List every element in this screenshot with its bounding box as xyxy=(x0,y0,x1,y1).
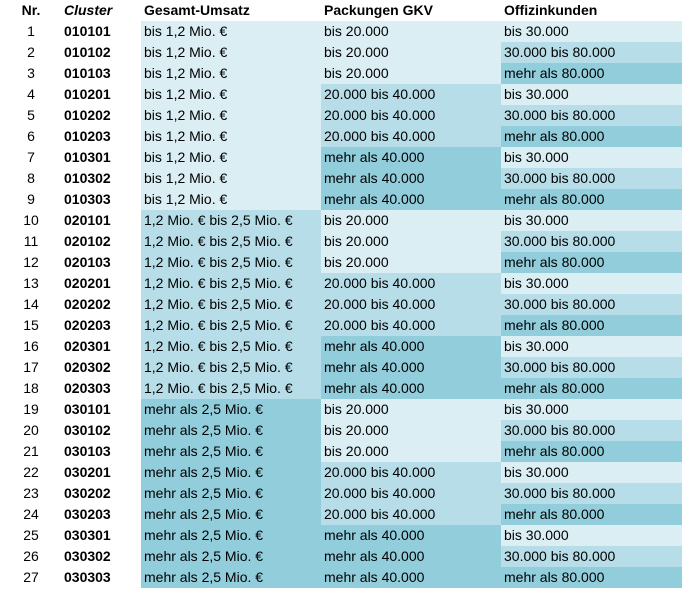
row-cluster: 020101 xyxy=(61,210,141,231)
row-gesamt-umsatz: 1,2 Mio. € bis 2,5 Mio. € xyxy=(141,378,321,399)
row-packungen-gkv: 20.000 bis 40.000 xyxy=(321,84,501,105)
row-packungen-gkv: 20.000 bis 40.000 xyxy=(321,483,501,504)
table-row xyxy=(1,147,682,168)
row-offizinkunden: 30.000 bis 80.000 xyxy=(501,420,682,441)
row-gesamt-umsatz: mehr als 2,5 Mio. € xyxy=(141,483,321,504)
header-nr: Nr. xyxy=(1,0,61,21)
row-cluster: 030203 xyxy=(61,504,141,525)
table-row xyxy=(1,168,682,189)
row-cluster: 010202 xyxy=(61,105,141,126)
row-offizinkunden: bis 30.000 xyxy=(501,273,682,294)
row-cluster: 010302 xyxy=(61,168,141,189)
row-nr: 1 xyxy=(1,21,61,42)
row-offizinkunden: 30.000 bis 80.000 xyxy=(501,231,682,252)
row-nr: 9 xyxy=(1,189,61,210)
row-cluster: 010203 xyxy=(61,126,141,147)
row-nr: 8 xyxy=(1,168,61,189)
table-row xyxy=(1,21,682,42)
table-row xyxy=(1,462,682,483)
row-cluster: 010303 xyxy=(61,189,141,210)
row-gesamt-umsatz: bis 1,2 Mio. € xyxy=(141,147,321,168)
row-nr: 7 xyxy=(1,147,61,168)
row-offizinkunden: bis 30.000 xyxy=(501,21,682,42)
row-cluster: 020203 xyxy=(61,315,141,336)
row-gesamt-umsatz: 1,2 Mio. € bis 2,5 Mio. € xyxy=(141,231,321,252)
row-offizinkunden: 30.000 bis 80.000 xyxy=(501,105,682,126)
row-packungen-gkv: bis 20.000 xyxy=(321,42,501,63)
row-offizinkunden: mehr als 80.000 xyxy=(501,189,682,210)
row-offizinkunden: bis 30.000 xyxy=(501,525,682,546)
table-row xyxy=(1,483,682,504)
row-gesamt-umsatz: mehr als 2,5 Mio. € xyxy=(141,399,321,420)
row-gesamt-umsatz: bis 1,2 Mio. € xyxy=(141,168,321,189)
row-packungen-gkv: mehr als 40.000 xyxy=(321,525,501,546)
table-row xyxy=(1,189,682,210)
row-offizinkunden: mehr als 80.000 xyxy=(501,378,682,399)
table-row xyxy=(1,567,682,588)
row-nr: 21 xyxy=(1,441,61,462)
row-gesamt-umsatz: bis 1,2 Mio. € xyxy=(141,189,321,210)
row-nr: 13 xyxy=(1,273,61,294)
table-row xyxy=(1,399,682,420)
table-row xyxy=(1,252,682,273)
row-nr: 17 xyxy=(1,357,61,378)
table-row xyxy=(1,63,682,84)
row-nr: 4 xyxy=(1,84,61,105)
row-cluster: 030301 xyxy=(61,525,141,546)
row-cluster: 030202 xyxy=(61,483,141,504)
row-cluster: 020303 xyxy=(61,378,141,399)
table-row xyxy=(1,357,682,378)
row-nr: 6 xyxy=(1,126,61,147)
header-gesamt-umsatz: Gesamt-Umsatz xyxy=(141,0,321,21)
row-nr: 24 xyxy=(1,504,61,525)
row-packungen-gkv: bis 20.000 xyxy=(321,399,501,420)
row-gesamt-umsatz: bis 1,2 Mio. € xyxy=(141,84,321,105)
row-gesamt-umsatz: mehr als 2,5 Mio. € xyxy=(141,546,321,567)
row-offizinkunden: bis 30.000 xyxy=(501,399,682,420)
header-offizinkunden: Offizinkunden xyxy=(501,0,682,21)
row-packungen-gkv: bis 20.000 xyxy=(321,210,501,231)
row-nr: 11 xyxy=(1,231,61,252)
row-nr: 16 xyxy=(1,336,61,357)
row-packungen-gkv: bis 20.000 xyxy=(321,441,501,462)
row-cluster: 010102 xyxy=(61,42,141,63)
row-offizinkunden: mehr als 80.000 xyxy=(501,63,682,84)
row-packungen-gkv: mehr als 40.000 xyxy=(321,357,501,378)
table-row xyxy=(1,441,682,462)
row-gesamt-umsatz: mehr als 2,5 Mio. € xyxy=(141,441,321,462)
table-row xyxy=(1,273,682,294)
row-offizinkunden: 30.000 bis 80.000 xyxy=(501,294,682,315)
row-packungen-gkv: mehr als 40.000 xyxy=(321,567,501,588)
row-nr: 5 xyxy=(1,105,61,126)
row-nr: 23 xyxy=(1,483,61,504)
row-offizinkunden: bis 30.000 xyxy=(501,210,682,231)
row-packungen-gkv: mehr als 40.000 xyxy=(321,546,501,567)
row-gesamt-umsatz: 1,2 Mio. € bis 2,5 Mio. € xyxy=(141,357,321,378)
row-packungen-gkv: 20.000 bis 40.000 xyxy=(321,105,501,126)
row-nr: 15 xyxy=(1,315,61,336)
row-packungen-gkv: bis 20.000 xyxy=(321,231,501,252)
row-gesamt-umsatz: mehr als 2,5 Mio. € xyxy=(141,525,321,546)
row-offizinkunden: 30.000 bis 80.000 xyxy=(501,168,682,189)
row-packungen-gkv: bis 20.000 xyxy=(321,252,501,273)
row-offizinkunden: bis 30.000 xyxy=(501,336,682,357)
row-packungen-gkv: 20.000 bis 40.000 xyxy=(321,273,501,294)
row-nr: 19 xyxy=(1,399,61,420)
table-row xyxy=(1,126,682,147)
row-packungen-gkv: 20.000 bis 40.000 xyxy=(321,126,501,147)
row-offizinkunden: 30.000 bis 80.000 xyxy=(501,483,682,504)
row-packungen-gkv: bis 20.000 xyxy=(321,21,501,42)
row-cluster: 020201 xyxy=(61,273,141,294)
row-offizinkunden: 30.000 bis 80.000 xyxy=(501,42,682,63)
row-cluster: 020102 xyxy=(61,231,141,252)
row-offizinkunden: 30.000 bis 80.000 xyxy=(501,357,682,378)
row-cluster: 010201 xyxy=(61,84,141,105)
row-cluster: 030102 xyxy=(61,420,141,441)
row-nr: 26 xyxy=(1,546,61,567)
row-packungen-gkv: 20.000 bis 40.000 xyxy=(321,504,501,525)
row-gesamt-umsatz: 1,2 Mio. € bis 2,5 Mio. € xyxy=(141,315,321,336)
row-offizinkunden: mehr als 80.000 xyxy=(501,126,682,147)
row-nr: 20 xyxy=(1,420,61,441)
row-nr: 3 xyxy=(1,63,61,84)
row-cluster: 010103 xyxy=(61,63,141,84)
row-cluster: 020302 xyxy=(61,357,141,378)
table-row xyxy=(1,504,682,525)
table-row xyxy=(1,420,682,441)
row-offizinkunden: bis 30.000 xyxy=(501,462,682,483)
row-packungen-gkv: 20.000 bis 40.000 xyxy=(321,294,501,315)
row-cluster: 030302 xyxy=(61,546,141,567)
row-cluster: 030101 xyxy=(61,399,141,420)
row-gesamt-umsatz: 1,2 Mio. € bis 2,5 Mio. € xyxy=(141,252,321,273)
row-offizinkunden: mehr als 80.000 xyxy=(501,252,682,273)
row-cluster: 020301 xyxy=(61,336,141,357)
table-body xyxy=(1,21,682,588)
table-row xyxy=(1,525,682,546)
table-row xyxy=(1,42,682,63)
row-cluster: 030103 xyxy=(61,441,141,462)
table-row xyxy=(1,546,682,567)
row-gesamt-umsatz: bis 1,2 Mio. € xyxy=(141,63,321,84)
row-offizinkunden: mehr als 80.000 xyxy=(501,504,682,525)
row-nr: 12 xyxy=(1,252,61,273)
row-gesamt-umsatz: bis 1,2 Mio. € xyxy=(141,42,321,63)
row-gesamt-umsatz: 1,2 Mio. € bis 2,5 Mio. € xyxy=(141,294,321,315)
row-packungen-gkv: mehr als 40.000 xyxy=(321,378,501,399)
row-offizinkunden: mehr als 80.000 xyxy=(501,567,682,588)
row-gesamt-umsatz: mehr als 2,5 Mio. € xyxy=(141,567,321,588)
header-cluster: Cluster xyxy=(61,0,141,21)
row-nr: 10 xyxy=(1,210,61,231)
row-nr: 22 xyxy=(1,462,61,483)
row-gesamt-umsatz: 1,2 Mio. € bis 2,5 Mio. € xyxy=(141,210,321,231)
table-row xyxy=(1,378,682,399)
row-gesamt-umsatz: bis 1,2 Mio. € xyxy=(141,126,321,147)
row-cluster: 010101 xyxy=(61,21,141,42)
row-packungen-gkv: 20.000 bis 40.000 xyxy=(321,462,501,483)
row-packungen-gkv: mehr als 40.000 xyxy=(321,189,501,210)
row-gesamt-umsatz: bis 1,2 Mio. € xyxy=(141,105,321,126)
row-nr: 25 xyxy=(1,525,61,546)
cluster-table xyxy=(1,0,682,588)
row-gesamt-umsatz: bis 1,2 Mio. € xyxy=(141,21,321,42)
row-nr: 2 xyxy=(1,42,61,63)
row-nr: 27 xyxy=(1,567,61,588)
row-cluster: 020202 xyxy=(61,294,141,315)
row-cluster: 030201 xyxy=(61,462,141,483)
row-gesamt-umsatz: mehr als 2,5 Mio. € xyxy=(141,504,321,525)
row-cluster: 010301 xyxy=(61,147,141,168)
table-row xyxy=(1,210,682,231)
row-gesamt-umsatz: 1,2 Mio. € bis 2,5 Mio. € xyxy=(141,336,321,357)
row-offizinkunden: 30.000 bis 80.000 xyxy=(501,546,682,567)
row-cluster: 030303 xyxy=(61,567,141,588)
row-packungen-gkv: 20.000 bis 40.000 xyxy=(321,315,501,336)
table-row xyxy=(1,294,682,315)
table-row xyxy=(1,315,682,336)
row-packungen-gkv: mehr als 40.000 xyxy=(321,168,501,189)
header-row xyxy=(1,0,682,21)
row-gesamt-umsatz: 1,2 Mio. € bis 2,5 Mio. € xyxy=(141,273,321,294)
header-packungen-gkv: Packungen GKV xyxy=(321,0,501,21)
table-row xyxy=(1,84,682,105)
row-cluster: 020103 xyxy=(61,252,141,273)
row-gesamt-umsatz: mehr als 2,5 Mio. € xyxy=(141,462,321,483)
row-packungen-gkv: mehr als 40.000 xyxy=(321,147,501,168)
row-offizinkunden: bis 30.000 xyxy=(501,84,682,105)
table-row xyxy=(1,336,682,357)
row-gesamt-umsatz: mehr als 2,5 Mio. € xyxy=(141,420,321,441)
row-offizinkunden: mehr als 80.000 xyxy=(501,441,682,462)
row-nr: 14 xyxy=(1,294,61,315)
table-row xyxy=(1,105,682,126)
table-row xyxy=(1,231,682,252)
row-packungen-gkv: mehr als 40.000 xyxy=(321,336,501,357)
row-nr: 18 xyxy=(1,378,61,399)
row-offizinkunden: mehr als 80.000 xyxy=(501,315,682,336)
row-offizinkunden: bis 30.000 xyxy=(501,147,682,168)
row-packungen-gkv: bis 20.000 xyxy=(321,420,501,441)
row-packungen-gkv: bis 20.000 xyxy=(321,63,501,84)
